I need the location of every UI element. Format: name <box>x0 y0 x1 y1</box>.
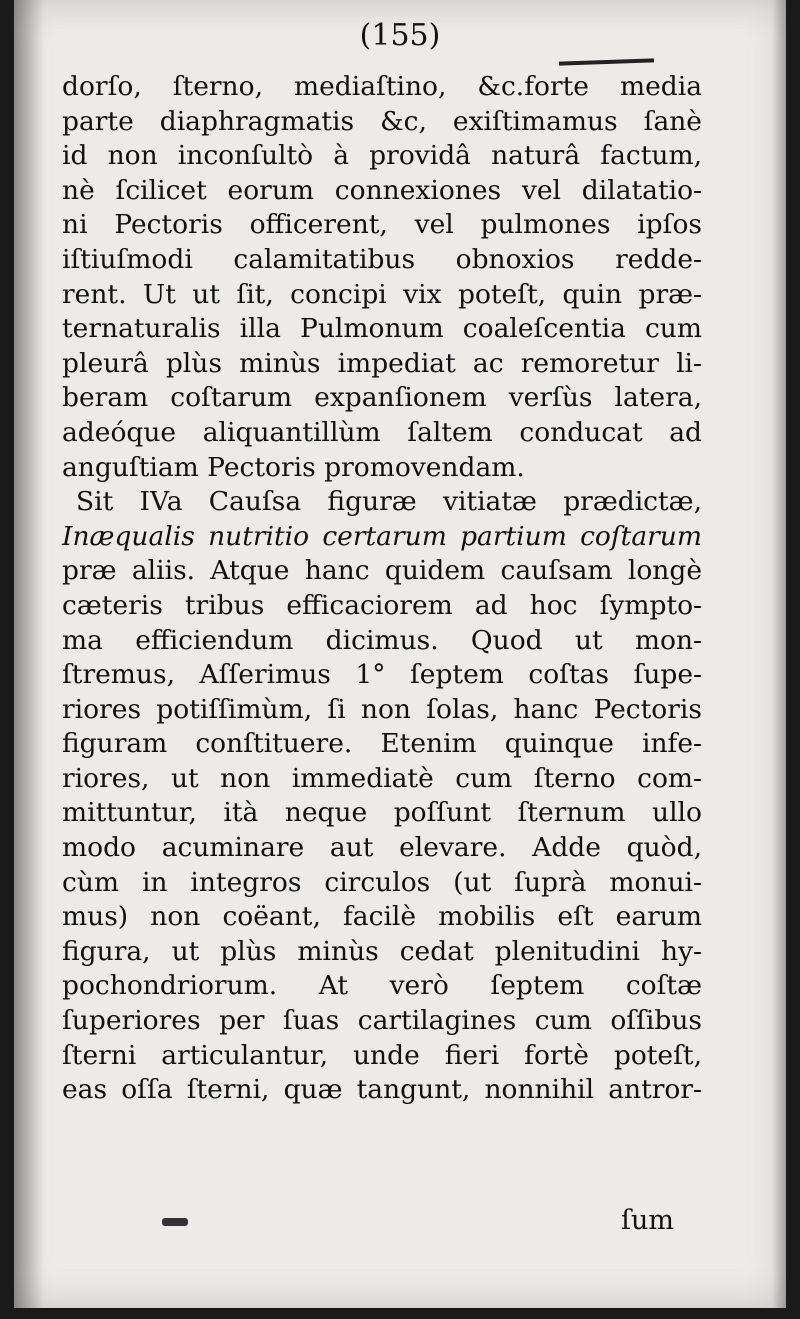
page-edge-shadow <box>772 0 786 1308</box>
text-line: eas oſſa ſterni, quæ tangunt, nonnihil antror- <box>62 1074 702 1106</box>
ink-smudge <box>162 1218 188 1226</box>
binding-shadow <box>14 0 44 1308</box>
ink-mark <box>559 58 654 65</box>
text-line-italic: Inæqualis nutritio certarum partium coſtarum <box>62 520 702 552</box>
text-line: parte diaphragmatis &c, exiſtimamus ſanè <box>62 105 702 137</box>
text-line: adeóque aliquantillùm ſaltem conducat ad <box>62 416 702 448</box>
text-line: cùm in integros circulos (ut ſuprà monui- <box>62 866 702 898</box>
text-line: modo acuminare aut elevare. Adde quòd, <box>62 832 702 864</box>
text-line: rent. Ut ut ſit, concipi vix poteſt, quin præ- <box>62 278 702 310</box>
text-line: anguſtiam Pectoris promovendam. <box>62 451 525 483</box>
text-line: figura, ut plùs minùs cedat plenitudini hy- <box>62 935 702 967</box>
body-text <box>62 70 702 1108</box>
text-line: riores, ut non immediatè cum ſterno com- <box>62 762 702 794</box>
text-line: ſuperiores per ſuas cartilagines cum oſſibus <box>62 1005 702 1037</box>
text-line: ſtremus, Aſſerimus 1° ſeptem coſtas ſupe- <box>62 659 702 691</box>
text-line: ni Pectoris officerent, vel pulmones ipſos <box>62 209 702 241</box>
text-line: cæteris tribus efficaciorem ad hoc ſympto- <box>62 589 702 621</box>
text-line: beram coſtarum expanſionem verſùs latera, <box>62 382 702 414</box>
text-line: ſterni articulantur, unde fieri fortè poteſt, <box>62 1039 702 1071</box>
text-line: figuram conſtituere. Etenim quinque infe- <box>62 728 702 760</box>
text-line: dorſo, ſterno, mediaſtino, &c.forte media <box>62 71 702 102</box>
text-line: ma efficiendum dicimus. Quod ut mon- <box>62 624 702 656</box>
text-line: præ aliis. Atque hanc quidem cauſsam longè <box>62 555 702 587</box>
catchword: ſum <box>621 1205 674 1236</box>
text-line: riores potiſſimùm, ſi non ſolas, hanc Pectoris <box>62 693 702 725</box>
text-line: mus) non coëant, facilè mobilis eſt earum <box>62 901 702 933</box>
book-page <box>14 0 786 1308</box>
text-line: id non inconſultò à providâ naturâ factum, <box>62 140 702 172</box>
text-line: iſtiuſmodi calamitatibus obnoxios redde- <box>62 243 702 275</box>
text-line: nè ſcilicet eorum connexiones vel dilatatio- <box>62 174 702 206</box>
page-number: (155) <box>359 18 441 53</box>
text-line: ternaturalis illa Pulmonum coaleſcentia cum <box>62 313 702 345</box>
text-line: Sit IVa Cauſsa figuræ vitiatæ prædictæ, <box>76 486 702 518</box>
text-line: mittuntur, ità neque poſſunt ſternum ullo <box>62 797 702 829</box>
text-line: pochondriorum. At verò ſeptem coſtæ <box>62 970 702 1002</box>
text-line: pleurâ plùs minùs impediat ac remoretur li- <box>62 347 702 379</box>
